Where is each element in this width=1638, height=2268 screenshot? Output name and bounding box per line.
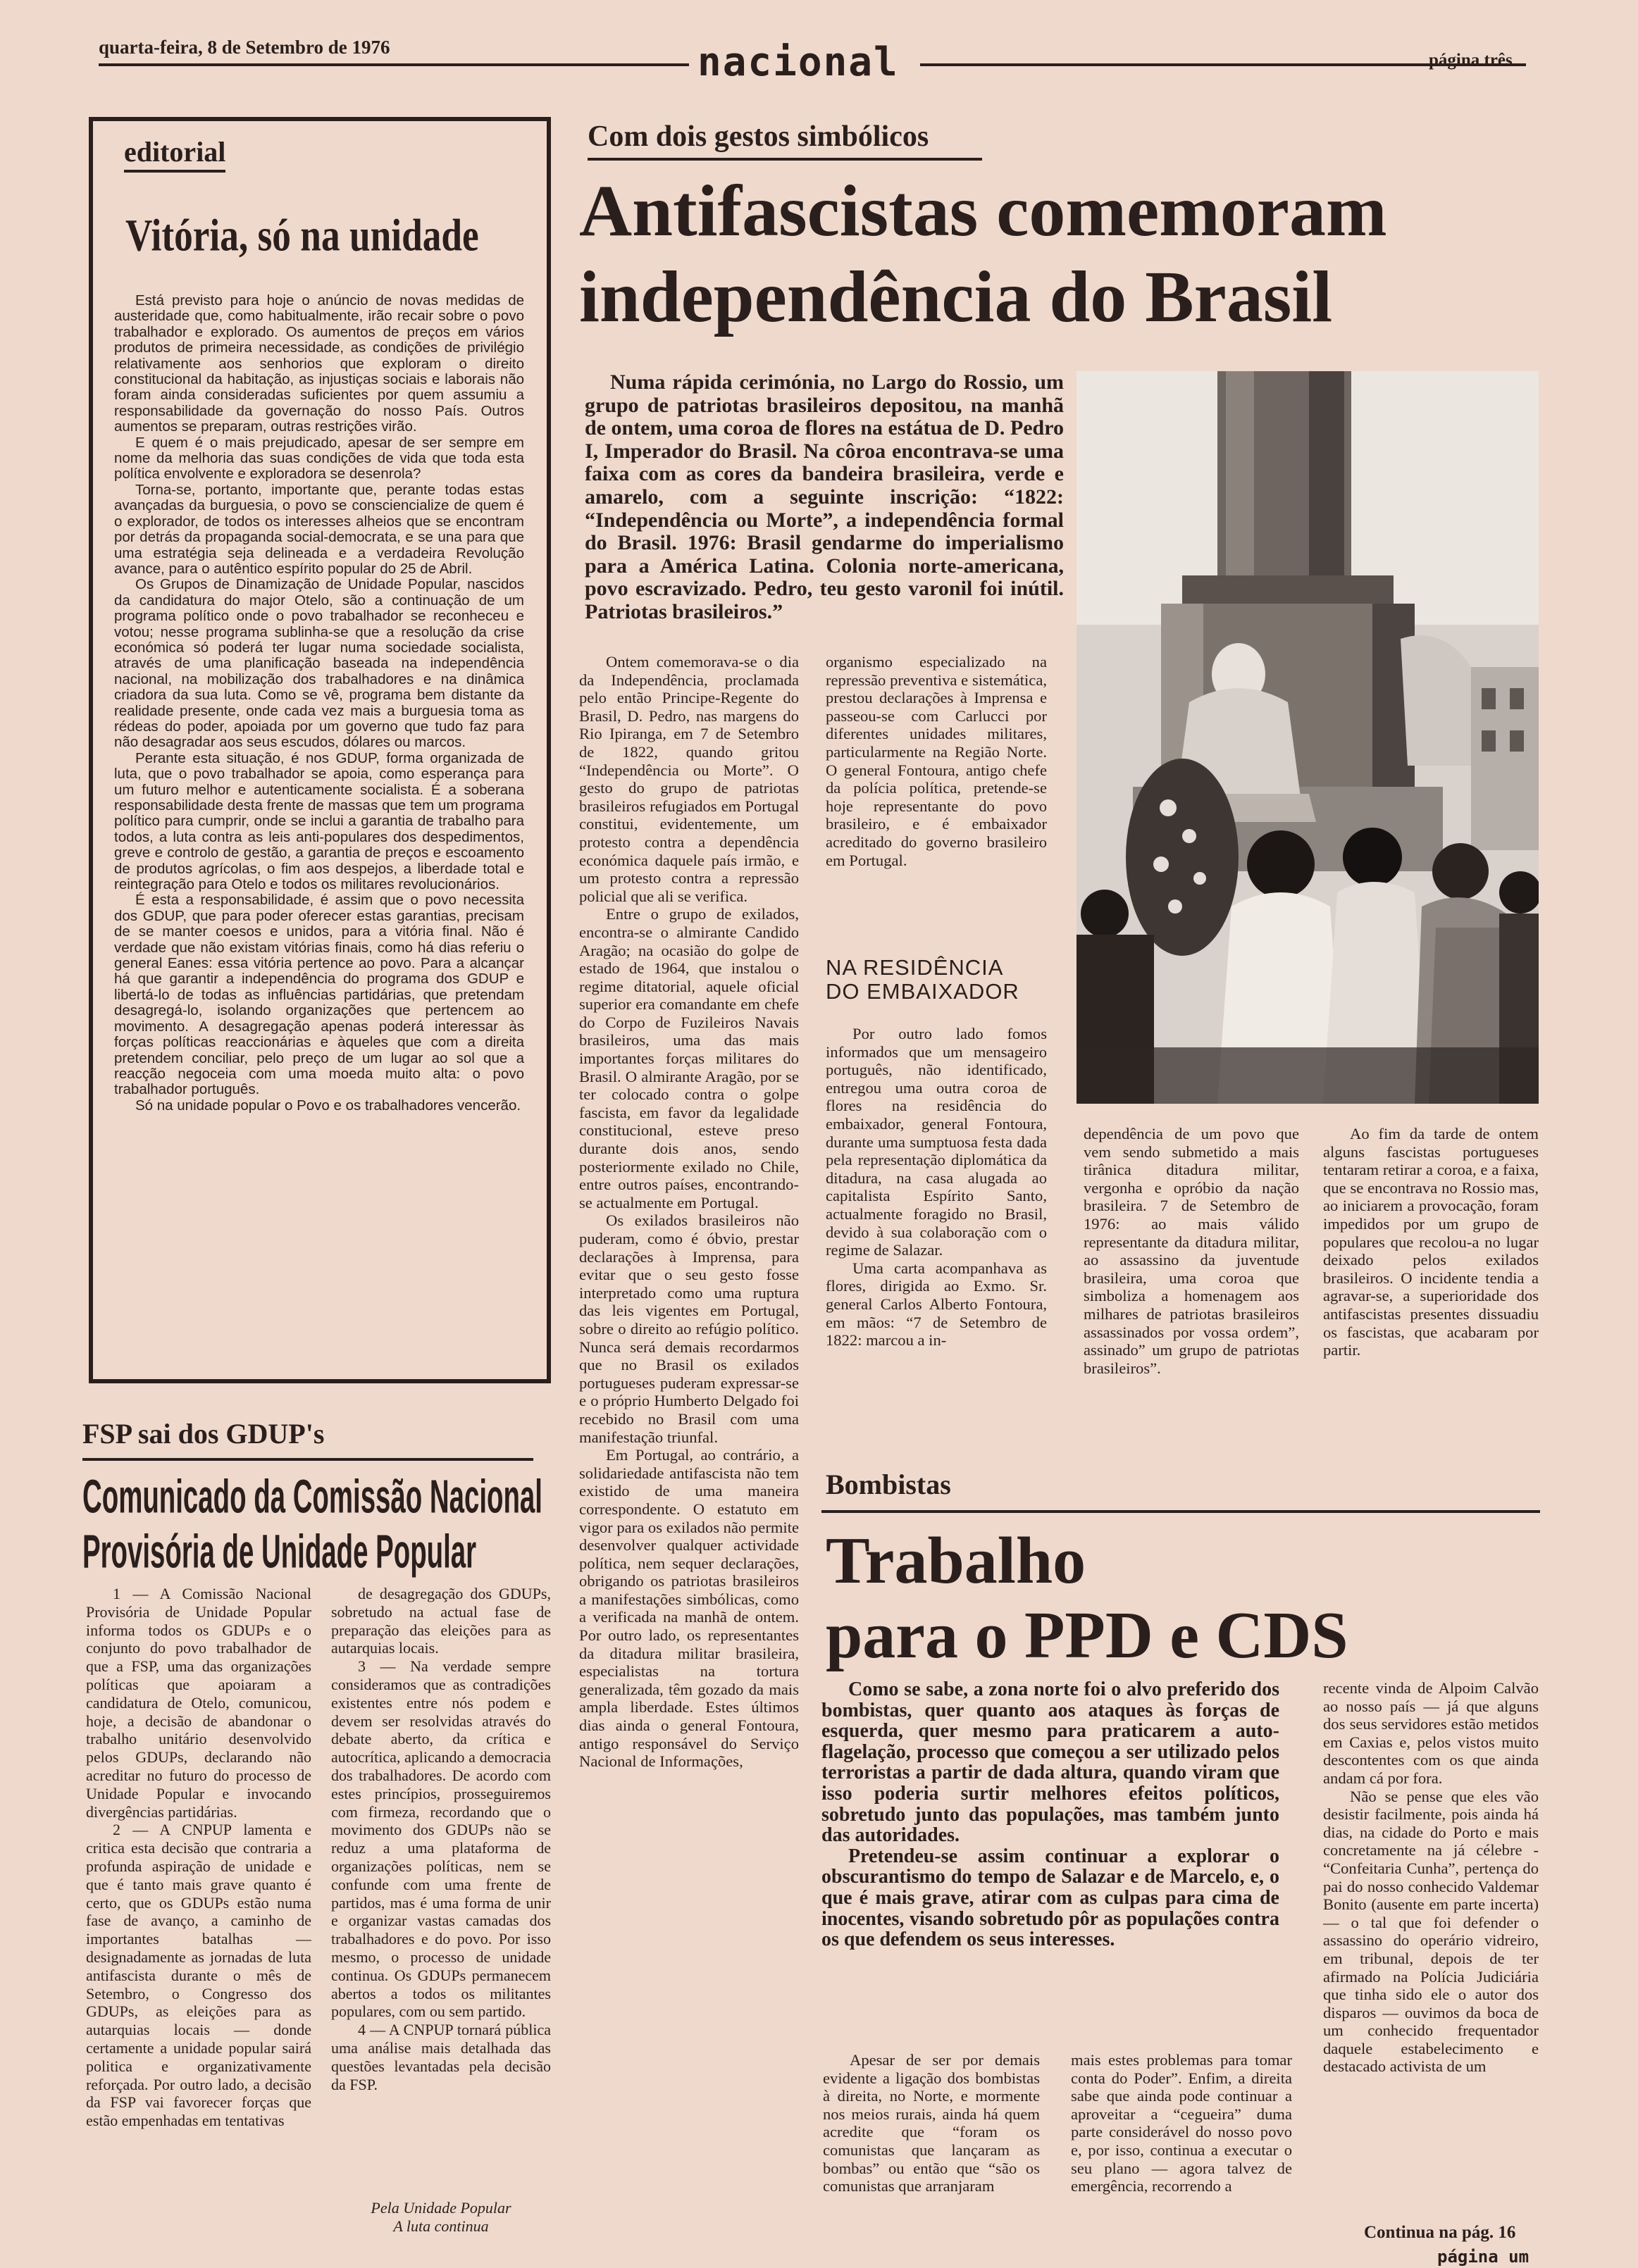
main-paragraph: Em Portugal, ao contrário, a solidariedade antifascista não tem existido de uma maneira correspondente. O estatuto em vigor para os exilados não permite desenvolver qualquer actividade política, nem sequer declarações, obrigando os patriotas brasileiros a manifestações simbólicas, como a verificada na manhã de ontem. Por outro lado, os representantes da ditadura militar brasileira, especialistas na tortura generalizada, têm gozado da mais ampla liberdade. Estes últimos dias ainda o general Fontoura, antigo responsável do Serviço Nacional de Informações, bbox=[579, 1446, 799, 1771]
main-subhead-line2: DO EMBAIXADOR bbox=[826, 979, 1019, 1004]
main-paragraph: Uma carta acompanhava as flores, dirigida ao Exmo. Sr. general Carlos Alberto Fontoura, em mãos: “7 de Setembro de 1822: marcou a in- bbox=[826, 1259, 1047, 1350]
masthead-section: nacional bbox=[697, 39, 899, 85]
editorial-kicker: editorial bbox=[124, 135, 225, 173]
main-column-3 bbox=[1084, 1125, 1299, 1421]
editorial-paragraph: Perante esta situação, é nos GDUP, forma organizada de luta, que o povo trabalhador se apoia, como esperança para um futuro melhor e autenticamente socialista. É a soberana responsabilidade desta frente de massas que tem um programa político para cumprir, onde se inclui a garantia de trabalho para todos, a luta contra as leis anti-populares dos despedimentos, greve e controlo de gestão, a garantia de preços e escoamento de produtos agrícolas, o fim aos despejos, a liberdade total e reintegração para Otelo e todos os militares revolucionários. bbox=[114, 749, 524, 893]
editorial-paragraph: Os Grupos de Dinamização de Unidade Popular, nascidos da candidatura do major Otelo, são a continuação de um programa político onde o povo trabalhador se reconheceu e votou; nesse programa sublinha-se que a resolução da crise económica só poderá ter lugar numa sociedade socialista, através de uma planificação baseada na independência nacional, na mobilização dos trabalhadores e na dinâmica criadora da sua luta. Como se vê, programa bem distante da realidade presente, onde cada vez mais a burguesia toma as rédeas do poder, apoiada por um governo que tudo faz para não desagradar aos seus escudos, dólares ou marcos. bbox=[114, 576, 524, 751]
fsp-column-2 bbox=[331, 1585, 551, 2183]
main-paragraph: dependência de um povo que vem sendo submetido a mais tirânica ditadura militar, vergonha e opróbio da nação brasileira. 7 de Setembro de 1976: ao mais válido representante da ditadura militar, ao assassino da juventude brasileira, uma coroa que simboliza a homenagem aos milhares de patriotas brasileiros assassinados por vossa ordem”, assinado” um grupo de patriotas brasileiros”. bbox=[1084, 1125, 1299, 1377]
fsp-kicker-rule bbox=[82, 1458, 533, 1461]
bombistas-lead-paragraph: Como se sabe, a zona norte foi o alvo preferido dos bombistas, quer quanto aos ataques às forças de esquerda, quer mesmo para praticarem a auto-flagelação, processo que começou a ser utilizado pelos terroristas a partir de dada altura, quando viram que isso poderia surtir melhores efeitos políticos, sobretudo junto das populações, mas também junto das autoridades. bbox=[821, 1679, 1279, 1847]
bombistas-column-1 bbox=[823, 2051, 1040, 2234]
main-headline-line1: Antifascistas comemoram bbox=[579, 170, 1387, 251]
masthead-page: página três bbox=[1429, 51, 1513, 70]
fsp-headline-line1: Comunicado da Comissão Nacional bbox=[82, 1470, 542, 1524]
continued-note: Continua na pág. 16 bbox=[1364, 2223, 1516, 2242]
main-paragraph: Entre o grupo de exilados, encontra-se o almirante Candido Aragão; na ocasião do golpe de estado de 1964, que instalou o regime ditatorial, aquele oficial superior era comandante em chefe do Corpo de Fuzileiros Navais brasileiros, uma das mais importantes forças militares do Brasil. O almirante Aragão, por se ter colocado contra o golpe fascista, em favor da legalidade constitucional, esteve preso durante dois anos, sendo posteriormente exilado no Chile, entre outros países, encontrando-se actualmente em Portugal. bbox=[579, 905, 799, 1211]
next-page-fragment: página um bbox=[1437, 2247, 1530, 2267]
main-paragraph: Ontem comemorava-se o dia da Independência, proclamada pelo então Principe-Regente do Brasil, D. Pedro, nas margens do Rio Ipiranga, em 7 de Setembro de 1822, quando gritou “Independência ou Morte”. O gesto do grupo de patriotas brasileiros refugiados em Portugal constitui, evidentemente, um protesto contra a dependência económica daquele país irmão, e um protesto contra a repressão policial que ali se verifica. bbox=[579, 653, 799, 905]
bombistas-column-2 bbox=[1071, 2051, 1292, 2234]
editorial-paragraph: E quem é o mais prejudicado, apesar de ser sempre em nome da melhoria das suas condições de vida que toda esta política envolvente e exploradora se desenrola? bbox=[114, 434, 524, 482]
main-column-2b bbox=[826, 1025, 1047, 1454]
main-paragraph: Por outro lado fomos informados que um mensageiro português, não identificado, entregou uma outra coroa de flores na residência do embaixador, general Fontoura, durante uma sumptuosa festa dada pela representação diplomática da ditadura, na casa alugada ao capitalista Espírito Santo, actualmente foragido no Brasil, devido à sua colaboração com o regime de Salazar. bbox=[826, 1025, 1047, 1259]
fsp-signature-line1: Pela Unidade Popular bbox=[371, 2199, 511, 2217]
main-paragraph: Ao fim da tarde de ontem alguns fascistas portugueses tentaram retirar a coroa, e a faixa, que se encontrava no Rossio mas, ao iniciarem a provocação, foram impedidos por um grupo de populares que recolou-a no lugar deixado pelos exilados brasileiros. O incidente tendia a agravar-se, a superioridade dos antifascistas presentes dissuadiu os fascistas, que acabaram por partir. bbox=[1323, 1125, 1539, 1359]
fsp-paragraph: 3 — Na verdade sempre consideramos que as contradições existentes entre nós podem e devem ser resolvidas através do debate aberto, da crítica e autocrítica, aplicando a democracia dos trabalhadores. De acordo com estes princípios, prosseguiremos com firmeza, recordando que o movimento dos GDUPs não se reduz a uma plataforma de organizações políticas, nem se confunde com uma frente de partidos, mas é uma forma de unir e organizar vastas camadas dos trabalhadores e do povo. Por isso mesmo, o processo de unidade continua. Os GDUPs permanecem abertos a todos os militantes populares, com ou sem partido. bbox=[331, 1657, 551, 2021]
monument-photo bbox=[1077, 371, 1539, 1104]
bombistas-paragraph: Apesar de ser por demais evidente a ligação dos bombistas à direita, no Norte, e mormente nos meios rurais, ainda há quem acredite que “foram os comunistas que lançaram as bombas” ou então que “são os comunistas que arranjaram bbox=[823, 2051, 1040, 2195]
bombistas-column-3 bbox=[1323, 1679, 1539, 2220]
main-column-1 bbox=[579, 653, 799, 2238]
fsp-paragraph: 1 — A Comissão Nacional Provisória de Unidade Popular informa todos os GDUPs e o conjunto do povo trabalhador de que a FSP, uma das organizações políticas que apoiaram a candidatura de Otelo, comunicou, hoje, a decisão de abandonar o trabalho unitário desenvolvido pelos GDUPs, declarando não acreditar no futuro do processo de Unidade Popular e invocando divergências partidárias. bbox=[86, 1585, 311, 1821]
fsp-paragraph: 2 — A CNPUP lamenta e critica esta decisão que contraria a profunda aspiração de unidade e que é tanto mais grave quanto é certo, que os GDUPs estão numa fase de avanço, a caminho de importantes batalhas — designadamente as jornadas de luta antifascista durante o mês de Setembro, o Congresso dos GDUPs, as eleições para as autarquias locais — donde certamente a unidade popular sairá politica e organizativamente reforçada. Por outro lado, a decisão da FSP vai favorecer forças que estão empenhadas em tentativas bbox=[86, 1821, 311, 2130]
fsp-paragraph: 4 — A CNPUP tornará pública uma análise mais detalhada das questões levantadas pela decisão da FSP. bbox=[331, 2021, 551, 2093]
masthead-rule-left bbox=[99, 63, 689, 66]
main-column-2a bbox=[826, 653, 1047, 942]
fsp-kicker: FSP sai dos GDUP's bbox=[82, 1418, 325, 1450]
fsp-signature-line2: A luta continua bbox=[393, 2217, 489, 2235]
bombistas-headline-line1: Trabalho bbox=[826, 1524, 1086, 1597]
main-column-4 bbox=[1323, 1125, 1539, 1421]
bombistas-paragraph: recente vinda de Alpoim Calvão ao nosso país — já que alguns dos seus servidores estão metidos em Caxias e, pelos vistos muito descontentes com os que ainda andam cá por fora. bbox=[1323, 1679, 1539, 1787]
fsp-headline-line2: Provisória de Unidade Popular bbox=[82, 1525, 477, 1578]
editorial-paragraph: Está previsto para hoje o anúncio de novas medidas de austeridade que, como habitualmente, irão recair sobre o povo trabalhador e explorado. Os aumentos de preços em vários produtos de primeira necessidade, as condições de privilégio relativamente aos senhorios que exploram o direito constitucional da habitação, as injustiças sociais e laborais não foram ainda consideradas suficientes por quem assumiu a responsabilidade da governação do nosso País. Outros aumentos se preparam, outras restrições virão. bbox=[114, 293, 524, 435]
bombistas-paragraph: mais estes problemas para tomar conta do Poder”. Enfim, a direita sabe que ainda pode continuar a aproveitar a “cegueira” duma parte considerável do nosso povo e, por isso, continua a executar o seu plano — agora talvez de emergência, recorrendo a bbox=[1071, 2051, 1292, 2195]
fsp-column-1 bbox=[86, 1585, 311, 2234]
bombistas-lead bbox=[821, 1679, 1279, 2031]
main-paragraph: organismo especializado na repressão preventiva e sistemática, prestou declarações à Imprensa e passeou-se com Carlucci por diferentes unidades militares, particularmente na Região Norte. O general Fontoura, antigo chefe da polícia política, pretende-se hoje representante do povo brasileiro, e é embaixador acreditado do governo brasileiro em Portugal. bbox=[826, 653, 1047, 869]
bombistas-kicker-rule bbox=[821, 1510, 1540, 1513]
editorial-body bbox=[114, 293, 524, 1371]
main-kicker: Com dois gestos simbólicos bbox=[588, 120, 929, 153]
editorial-paragraph: Só na unidade popular o Povo e os trabalhadores vencerão. bbox=[135, 1097, 521, 1114]
editorial-box bbox=[89, 117, 551, 1383]
editorial-paragraph: Torna-se, portanto, importante que, perante todas estas avançadas da burguesia, o povo se consciencialize de quem é o explorador, de todos os interesses alheios que se encontram por detrás da propaganda social-democrata, e se una para que uma estratégia seja delineada e a verdadeira Revolução avance, para o autêntico espírito popular do 25 de Abril. bbox=[114, 481, 524, 577]
bombistas-headline-line2: para o PPD e CDS bbox=[826, 1599, 1348, 1672]
main-lead: Numa rápida cerimónia, no Largo do Rossio, um grupo de patriotas brasileiros depositou, na manhã de ontem, uma coroa de flores na estátua de D. Pedro I, Imperador do Brasil. Na côroa encontrava-se uma faixa com as cores da bandeira brasileira, verde e amarelo, com a seguinte inscrição: “1822: “Independência ou Morte”, a independência formal do Brasil. 1976: Brasil gendarme do imperialismo para a América Latina. Colonia norte-americana, povo escravizado. Pedro, teu gesto varonil foi inútil. Patriotas brasileiros.” bbox=[585, 371, 1064, 623]
main-headline-line2: independência do Brasil bbox=[579, 256, 1333, 337]
bombistas-kicker: Bombistas bbox=[826, 1469, 951, 1500]
editorial-paragraph: É esta a responsabilidade, é assim que o povo necessita dos GDUP, que para poder oferecer estas garantias, precisam de se manter coesos e unidos, para a vitória final. Não é verdade que não existam vitórias finais, como há dias referiu o general Eanes: essa vitória pertence ao povo. Para a alcançar há que garantir a independência do programa dos GDUP e libertá-lo de todas as influências partidárias, que pretendam desagregá-lo, isolando organizações que pertencem ao movimento. A desagregação apenas poderá interessar às forças políticas reaccionárias e àqueles que com a direita pretendem conciliar, pelo preço de um lugar ao sol que a reacção negoceia com uma moeda muito alta: o povo trabalhador português. bbox=[114, 892, 524, 1098]
main-subhead-line1: NA RESIDÊNCIA bbox=[826, 955, 1004, 980]
main-kicker-rule bbox=[588, 158, 982, 161]
fsp-paragraph: de desagregação dos GDUPs, sobretudo na actual fase de preparação das eleições para as autarquias locais. bbox=[331, 1585, 551, 1657]
bombistas-paragraph: Não se pense que eles vão desistir facilmente, pois ainda há dias, na cidade do Porto e mais concretamente na já célebre - “Confeitaria Cunha”, pertença do pai do nosso conhecido Valdemar Bonito (ausente em parte incerta) — o tal que foi defender o assassino do operário vidreiro, em tribunal, depois de ter afirmado na Polícia Judiciária que tinha sido ele o autor dos disparos — ouvimos da boca de um conhecido frequentador daquele estabelecimento e destacado activista de um bbox=[1323, 1787, 1539, 2076]
monument-photo-image bbox=[1077, 371, 1539, 1104]
editorial-title: Vitória, só na unidade bbox=[125, 211, 479, 261]
bombistas-lead-paragraph: Pretendeu-se assim continuar a explorar o obscurantismo do tempo de Salazar e de Marcelo, e, o que é mais grave, atirar com as culpas para cima de inocentes, visando sobretudo pôr as populações contra os que defendem os seus interesses. bbox=[821, 1845, 1279, 1951]
main-paragraph: Os exilados brasileiros não puderam, como é óbvio, prestar declarações à Imprensa, para evitar que o seu gesto fosse interpretado como uma ruptura das leis vigentes em Portugal, sobre o direito ao refúgio político. Nunca será demais recordarmos que no Brasil os exilados portugueses puderam expressar-se e o próprio Humberto Delgado foi recebido no Brasil com uma manifestação triunfal. bbox=[579, 1211, 799, 1446]
masthead-date: quarta-feira, 8 de Setembro de 1976 bbox=[99, 37, 390, 58]
